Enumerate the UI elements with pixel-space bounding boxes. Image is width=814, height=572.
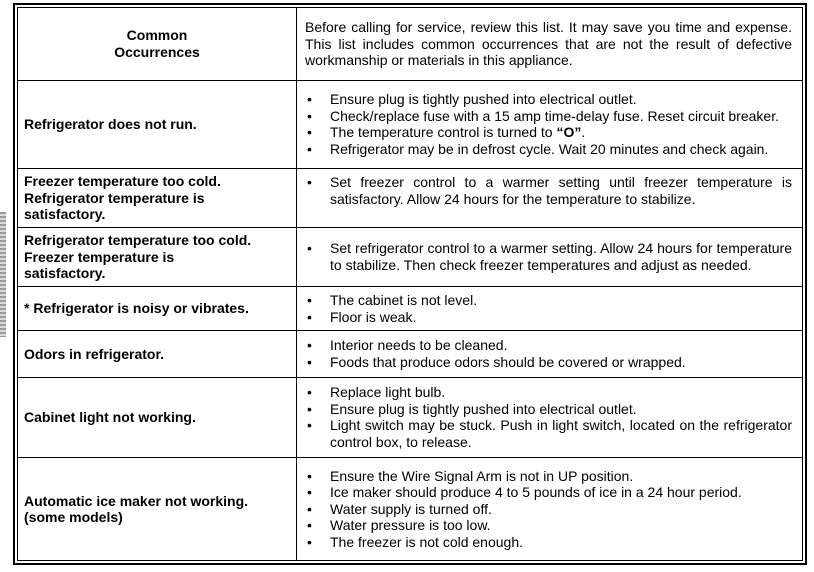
problem-line: Freezer temperature too cold. [24,173,221,190]
solution-list [305,174,792,207]
header-row [18,8,803,81]
solution-cell [297,169,803,227]
solution-list [305,337,792,370]
header-title-cell [18,8,297,81]
page-edge-mark [0,212,6,337]
problem-line: satisfactory. [24,265,106,282]
solution-cell [297,458,803,561]
problem-cell [18,169,297,227]
solution-list [305,240,792,273]
header-intro-cell [297,8,803,81]
solution-list [305,292,792,325]
list-item: • Set freezer control to a warmer setting until freezer temperature is satisfactory. Allow 24 hours for the temperature to stabilize. [305,174,792,207]
list-item: • Refrigerator may be in defrost cycle. Wait 20 minutes and check again. [305,141,792,158]
table-row [18,377,803,458]
list-item: • Ice maker should produce 4 to 5 pounds of ice in a 24 hour period. [305,484,792,501]
solution-cell [297,227,803,286]
list-item-text: The temperature control is turned to [330,124,557,141]
problem-text: Odors in refrigerator. [24,345,165,362]
solution-list [305,384,792,450]
problem-line: (some models) [24,509,123,526]
temperature-setting-value: “O” [556,124,582,141]
problem-cell [18,458,297,561]
list-item: • Water supply is turned off. [305,501,792,518]
list-item-suffix: . [581,124,586,141]
problem-text: * Refrigerator is noisy or vibrates. [24,300,249,317]
problem-line: satisfactory. [24,206,106,223]
table-row [18,169,803,227]
table-row [18,331,803,377]
table-row [18,227,803,286]
solution-list [305,91,792,157]
problem-cell [18,331,297,377]
list-item: • Interior needs to be cleaned. [305,337,792,354]
problem-text: Cabinet light not working. [24,409,196,426]
problem-line: Refrigerator temperature too cold. [24,232,252,249]
troubleshooting-table [17,7,803,561]
header-title-line1: Common [126,27,188,44]
list-item: • The cabinet is not level. [305,292,792,309]
solution-cell [297,80,803,169]
problem-text: Refrigerator does not run. [24,116,197,133]
problem-cell [18,287,297,331]
troubleshooting-table-frame [13,3,807,565]
list-item: • Light switch may be stuck. Push in light switch, located on the refrigerator control box, to release. [305,417,792,450]
problem-cell [18,377,297,458]
problem-line: Refrigerator temperature is [24,189,205,206]
header-title-line2: Occurrences [114,43,200,60]
list-item: • Set refrigerator control to a warmer setting. Allow 24 hours for temperature to stabilize. Then check freezer temperatures and adjust as needed. [305,240,792,273]
header-intro-text: Before calling for service, review this list. It may save you time and expense. This list includes common occurrences that are not the result of defective workmanship or materials in this appliance. [305,19,792,68]
list-item: • Ensure the Wire Signal Arm is not in UP position. [305,468,792,485]
solution-cell [297,331,803,377]
solution-cell [297,287,803,331]
solution-cell [297,377,803,458]
problem-line: Freezer temperature is [24,248,175,265]
list-item: • The freezer is not cold enough. [305,534,792,551]
table-row [18,287,803,331]
problem-cell [18,80,297,169]
list-item: • Floor is weak. [305,309,792,326]
list-item: • Check/replace fuse with a 15 amp time-delay fuse. Reset circuit breaker. [305,108,792,125]
problem-line: Automatic ice maker not working. [24,492,249,509]
list-item: • Ensure plug is tightly pushed into electrical outlet. [305,91,792,108]
list-item: • Replace light bulb. [305,384,792,401]
table-row [18,458,803,561]
list-item: • Ensure plug is tightly pushed into electrical outlet. [305,401,792,418]
problem-cell [18,227,297,286]
list-item: • Water pressure is too low. [305,517,792,534]
list-item [305,124,792,141]
list-item: • Foods that produce odors should be covered or wrapped. [305,354,792,371]
solution-list [305,468,792,551]
table-row [18,80,803,169]
